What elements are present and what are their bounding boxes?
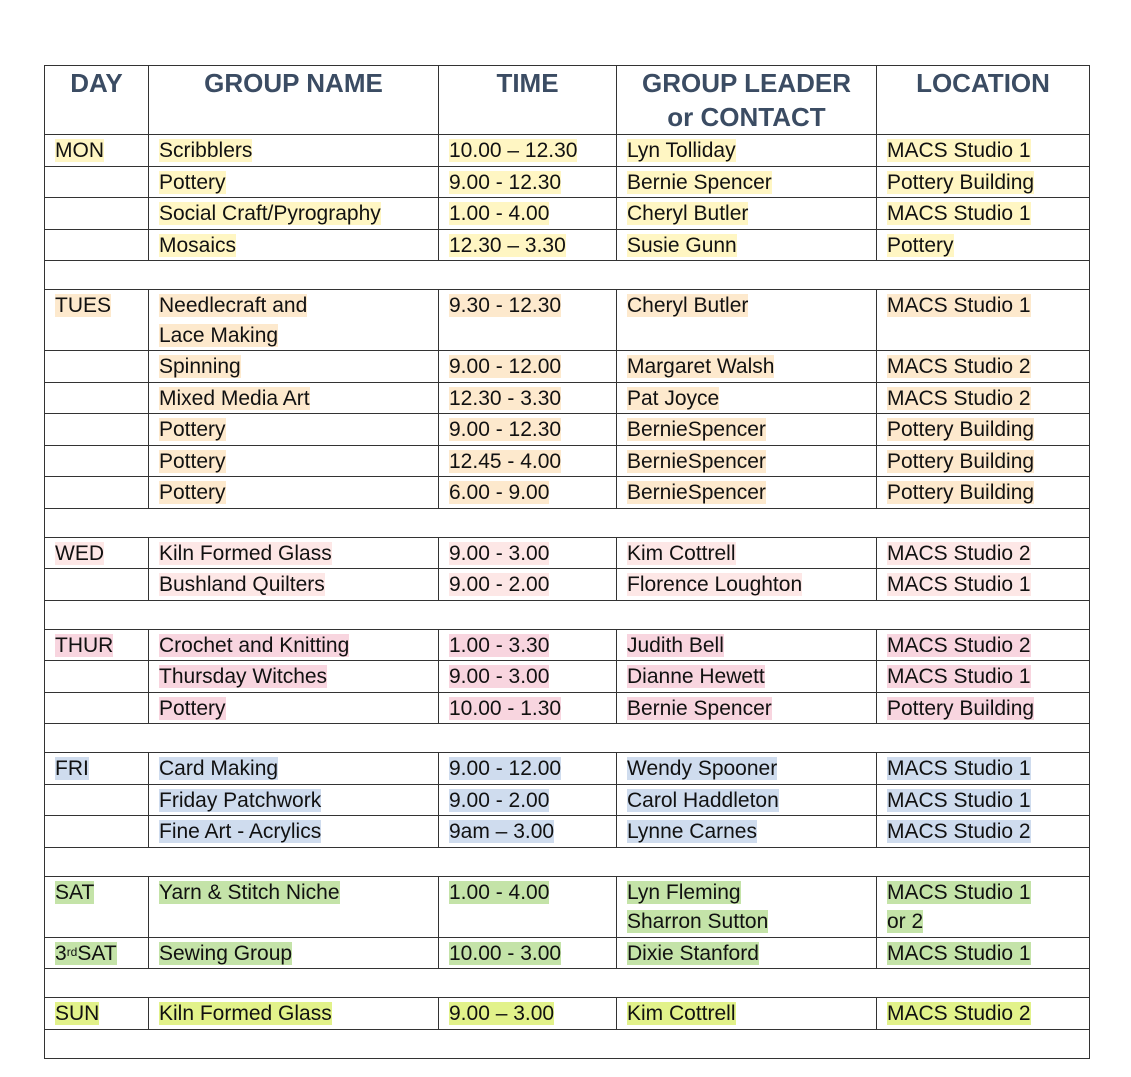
day-cell: [45, 629, 149, 661]
group-name: Sewing Group: [159, 941, 293, 965]
group-name: Lace Making: [159, 323, 279, 347]
day-cell: [45, 876, 149, 937]
time-value: 9.00 - 2.00: [449, 788, 550, 812]
time-value: 10.00 - 3.00: [449, 941, 562, 965]
day-cell: [45, 477, 149, 509]
table-row: [45, 290, 1090, 351]
day-cell: [45, 445, 149, 477]
time-cell: [439, 198, 617, 230]
time-value: 9.00 - 3.00: [449, 665, 550, 688]
time-value: 10.00 – 12.30: [449, 139, 578, 162]
location-value: MACS Studio 1: [887, 139, 1031, 162]
leader-name: Cheryl Butler: [627, 294, 749, 317]
table-row: [45, 382, 1090, 414]
day-cell: [45, 166, 149, 198]
leader-cell: [617, 135, 877, 167]
day-cell: [45, 753, 149, 785]
table-row: [45, 445, 1090, 477]
day-label: WED: [55, 541, 104, 565]
time-cell: [439, 569, 617, 601]
group-name-cell: [149, 816, 439, 848]
location-cell: [877, 166, 1090, 198]
spacer-cell: [45, 261, 1090, 290]
spacer-cell: [45, 847, 1090, 876]
spacer-row: [45, 724, 1090, 753]
location-value: Pottery Building: [887, 696, 1035, 720]
group-name-cell: [149, 876, 439, 937]
group-name: Pottery: [159, 696, 226, 720]
leader-name: Susie Gunn: [627, 233, 737, 257]
spacer-row: [45, 847, 1090, 876]
table-row: [45, 784, 1090, 816]
group-name-cell: [149, 569, 439, 601]
group-name-cell: [149, 166, 439, 198]
location-value: Pottery Building: [887, 418, 1035, 441]
leader-name: Judith Bell: [627, 633, 724, 657]
leader-cell: [617, 290, 877, 351]
day-label: SUN: [55, 1002, 100, 1025]
spacer-row: [45, 261, 1090, 290]
group-name: Card Making: [159, 757, 279, 780]
time-cell: [439, 876, 617, 937]
day-cell: [45, 229, 149, 261]
location-cell: [877, 569, 1090, 601]
spacer-cell: [45, 724, 1090, 753]
group-name: Social Craft/Pyrography: [159, 202, 381, 225]
time-value: 12.30 – 3.30: [449, 233, 566, 257]
table-row: [45, 477, 1090, 509]
group-name-cell: [149, 537, 439, 569]
time-value: 1.00 - 4.00: [449, 880, 550, 904]
time-cell: [439, 537, 617, 569]
leader-name: Lynne Carnes: [627, 820, 757, 843]
leader-cell: [617, 414, 877, 446]
day-ordinal-suffix: rd: [66, 944, 78, 959]
group-name: Pottery: [159, 170, 226, 194]
day-label: [55, 942, 117, 965]
location-cell: [877, 692, 1090, 724]
location-value: Pottery Building: [887, 481, 1035, 504]
leader-name: BernieSpencer: [627, 449, 766, 473]
table-row: [45, 629, 1090, 661]
day-cell: [45, 937, 149, 969]
leader-cell: [617, 569, 877, 601]
time-cell: [439, 229, 617, 261]
leader-cell: [617, 661, 877, 693]
leader-cell: [617, 198, 877, 230]
time-value: 9.00 - 2.00: [449, 573, 550, 596]
day-label: MON: [55, 139, 104, 162]
time-value: 10.00 - 1.30: [449, 696, 562, 720]
location-value: MACS Studio 2: [887, 355, 1031, 378]
location-value: Pottery Building: [887, 170, 1035, 194]
location-cell: [877, 753, 1090, 785]
time-cell: [439, 753, 617, 785]
location-value: MACS Studio 1: [887, 573, 1031, 596]
time-cell: [439, 351, 617, 383]
time-cell: [439, 414, 617, 446]
spacer-cell: [45, 600, 1090, 629]
spacer-row: [45, 969, 1090, 998]
spacer-row: [45, 600, 1090, 629]
table-row: [45, 198, 1090, 230]
day-label: FRI: [55, 757, 89, 780]
group-name: Bushland Quilters: [159, 573, 325, 596]
time-cell: [439, 166, 617, 198]
group-name: Fine Art - Acrylics: [159, 820, 322, 843]
leader-cell: [617, 998, 877, 1030]
time-cell: [439, 998, 617, 1030]
time-cell: [439, 816, 617, 848]
leader-name: Cheryl Butler: [627, 202, 749, 225]
leader-name: Wendy Spooner: [627, 757, 778, 780]
spacer-cell: [45, 969, 1090, 998]
leader-name: Pat Joyce: [627, 386, 720, 410]
day-cell: [45, 135, 149, 167]
group-name-cell: [149, 414, 439, 446]
time-value: 12.45 - 4.00: [449, 449, 562, 473]
leader-name: BernieSpencer: [627, 418, 766, 441]
group-name-cell: [149, 135, 439, 167]
day-ordinal: 3: [55, 941, 67, 965]
leader-cell: [617, 445, 877, 477]
location-cell: [877, 351, 1090, 383]
time-value: 9.00 - 3.00: [449, 541, 550, 565]
location-value: or 2: [887, 910, 924, 933]
location-cell: [877, 784, 1090, 816]
time-value: 9.00 - 12.30: [449, 170, 562, 194]
location-value: MACS Studio 2: [887, 633, 1031, 657]
group-name: Crochet and Knitting: [159, 633, 350, 657]
leader-name: Kim Cottrell: [627, 1002, 736, 1025]
day-label: SAT: [55, 880, 95, 904]
group-name: Scribblers: [159, 139, 253, 162]
day-cell: [45, 198, 149, 230]
leader-cell: [617, 937, 877, 969]
location-cell: [877, 229, 1090, 261]
day-cell: [45, 537, 149, 569]
location-cell: [877, 382, 1090, 414]
location-cell: [877, 937, 1090, 969]
table-row: [45, 692, 1090, 724]
time-value: 9.30 - 12.30: [449, 294, 562, 317]
group-name: Pottery: [159, 449, 226, 473]
location-cell: [877, 998, 1090, 1030]
leader-cell: [617, 382, 877, 414]
location-value: MACS Studio 1: [887, 880, 1031, 904]
leader-name: Dianne Hewett: [627, 665, 765, 688]
location-value: MACS Studio 1: [887, 294, 1031, 317]
group-name-cell: [149, 629, 439, 661]
time-cell: [439, 784, 617, 816]
location-cell: [877, 290, 1090, 351]
leader-cell: [617, 692, 877, 724]
header-day: DAY: [45, 66, 149, 135]
time-value: 6.00 - 9.00: [449, 481, 550, 504]
group-name: Kiln Formed Glass: [159, 1002, 332, 1025]
spacer-row: [45, 508, 1090, 537]
day-cell: [45, 661, 149, 693]
header-time: TIME: [439, 66, 617, 135]
header-location: LOCATION: [877, 66, 1090, 135]
schedule-table: [44, 65, 1090, 1059]
time-cell: [439, 661, 617, 693]
header-leader: GROUP LEADER or CONTACT: [617, 66, 877, 135]
leader-name: Carol Haddleton: [627, 788, 779, 812]
table-row: [45, 661, 1090, 693]
table-row: [45, 229, 1090, 261]
group-name-cell: [149, 198, 439, 230]
day-label: THUR: [55, 633, 114, 657]
group-name-cell: [149, 477, 439, 509]
leader-cell: [617, 351, 877, 383]
group-name-cell: [149, 784, 439, 816]
group-name-cell: [149, 753, 439, 785]
location-cell: [877, 629, 1090, 661]
location-cell: [877, 477, 1090, 509]
group-name: Spinning: [159, 355, 241, 378]
day-cell: [45, 692, 149, 724]
leader-cell: [617, 229, 877, 261]
group-name-cell: [149, 290, 439, 351]
group-name-cell: [149, 445, 439, 477]
location-value: MACS Studio 2: [887, 820, 1031, 843]
group-name: Mixed Media Art: [159, 386, 310, 410]
time-cell: [439, 477, 617, 509]
time-cell: [439, 692, 617, 724]
time-value: 9.00 - 12.00: [449, 757, 562, 780]
group-name-cell: [149, 937, 439, 969]
location-value: Pottery Building: [887, 449, 1035, 473]
leader-cell: [617, 784, 877, 816]
time-value: 9am – 3.00: [449, 820, 555, 843]
location-cell: [877, 445, 1090, 477]
time-value: 1.00 - 4.00: [449, 202, 550, 225]
leader-name: Lyn Tolliday: [627, 139, 736, 162]
location-value: MACS Studio 1: [887, 202, 1031, 225]
time-value: 9.00 - 12.30: [449, 418, 562, 441]
table-row: [45, 537, 1090, 569]
location-value: MACS Studio 1: [887, 941, 1031, 965]
day-cell: [45, 784, 149, 816]
leader-name: BernieSpencer: [627, 481, 766, 504]
table-row: [45, 166, 1090, 198]
group-name: Pottery: [159, 418, 226, 441]
group-name: Mosaics: [159, 233, 237, 257]
location-cell: [877, 876, 1090, 937]
time-cell: [439, 629, 617, 661]
day-cell: [45, 569, 149, 601]
leader-cell: [617, 629, 877, 661]
table-row: [45, 753, 1090, 785]
leader-name: Margaret Walsh: [627, 355, 775, 378]
location-value: MACS Studio 1: [887, 788, 1031, 812]
leader-name: Sharron Sutton: [627, 910, 769, 933]
leader-cell: [617, 537, 877, 569]
leader-name: Florence Loughton: [627, 573, 803, 596]
group-name: Friday Patchwork: [159, 788, 322, 812]
day-cell: [45, 351, 149, 383]
leader-name: Bernie Spencer: [627, 170, 772, 194]
header-group-name: GROUP NAME: [149, 66, 439, 135]
time-cell: [439, 445, 617, 477]
table-row: [45, 876, 1090, 937]
spacer-cell: [45, 1029, 1090, 1058]
table-row: [45, 135, 1090, 167]
leader-cell: [617, 876, 877, 937]
group-name: Pottery: [159, 481, 226, 504]
location-cell: [877, 537, 1090, 569]
time-cell: [439, 937, 617, 969]
location-value: MACS Studio 1: [887, 665, 1031, 688]
location-cell: [877, 135, 1090, 167]
location-value: MACS Studio 1: [887, 757, 1031, 780]
group-name-cell: [149, 692, 439, 724]
schedule-body: [45, 135, 1090, 1059]
leader-cell: [617, 477, 877, 509]
table-row: [45, 998, 1090, 1030]
day-cell: [45, 414, 149, 446]
table-row: [45, 937, 1090, 969]
location-value: MACS Studio 2: [887, 1002, 1031, 1025]
table-row: [45, 351, 1090, 383]
group-name-cell: [149, 351, 439, 383]
location-value: Pottery: [887, 233, 954, 257]
time-cell: [439, 290, 617, 351]
table-row: [45, 816, 1090, 848]
table-row: [45, 569, 1090, 601]
group-name-cell: [149, 998, 439, 1030]
leader-name: Kim Cottrell: [627, 541, 736, 565]
group-name-cell: [149, 382, 439, 414]
location-cell: [877, 414, 1090, 446]
group-name-cell: [149, 661, 439, 693]
leader-cell: [617, 816, 877, 848]
location-value: MACS Studio 2: [887, 386, 1031, 410]
leader-name: Lyn Fleming: [627, 880, 741, 904]
group-name: Thursday Witches: [159, 665, 328, 688]
location-cell: [877, 661, 1090, 693]
day-cell: [45, 382, 149, 414]
table-row: [45, 414, 1090, 446]
time-cell: [439, 135, 617, 167]
day-cell: [45, 816, 149, 848]
time-value: 9.00 – 3.00: [449, 1002, 555, 1025]
day-name: SAT: [77, 941, 117, 965]
time-cell: [439, 382, 617, 414]
time-value: 1.00 - 3.30: [449, 633, 550, 657]
time-value: 9.00 - 12.00: [449, 355, 562, 378]
spacer-cell: [45, 508, 1090, 537]
day-cell: [45, 998, 149, 1030]
group-name-cell: [149, 229, 439, 261]
header-row: [45, 66, 1090, 135]
location-cell: [877, 198, 1090, 230]
location-value: MACS Studio 2: [887, 541, 1031, 565]
spacer-row: [45, 1029, 1090, 1058]
location-cell: [877, 816, 1090, 848]
day-cell: [45, 290, 149, 351]
group-name: Kiln Formed Glass: [159, 541, 332, 565]
leader-cell: [617, 166, 877, 198]
leader-cell: [617, 753, 877, 785]
group-name: Yarn & Stitch Niche: [159, 880, 340, 904]
leader-name: Dixie Stanford: [627, 941, 759, 965]
leader-name: Bernie Spencer: [627, 696, 772, 720]
time-value: 12.30 - 3.30: [449, 386, 562, 410]
day-label: TUES: [55, 294, 112, 317]
group-name: Needlecraft and: [159, 294, 308, 317]
